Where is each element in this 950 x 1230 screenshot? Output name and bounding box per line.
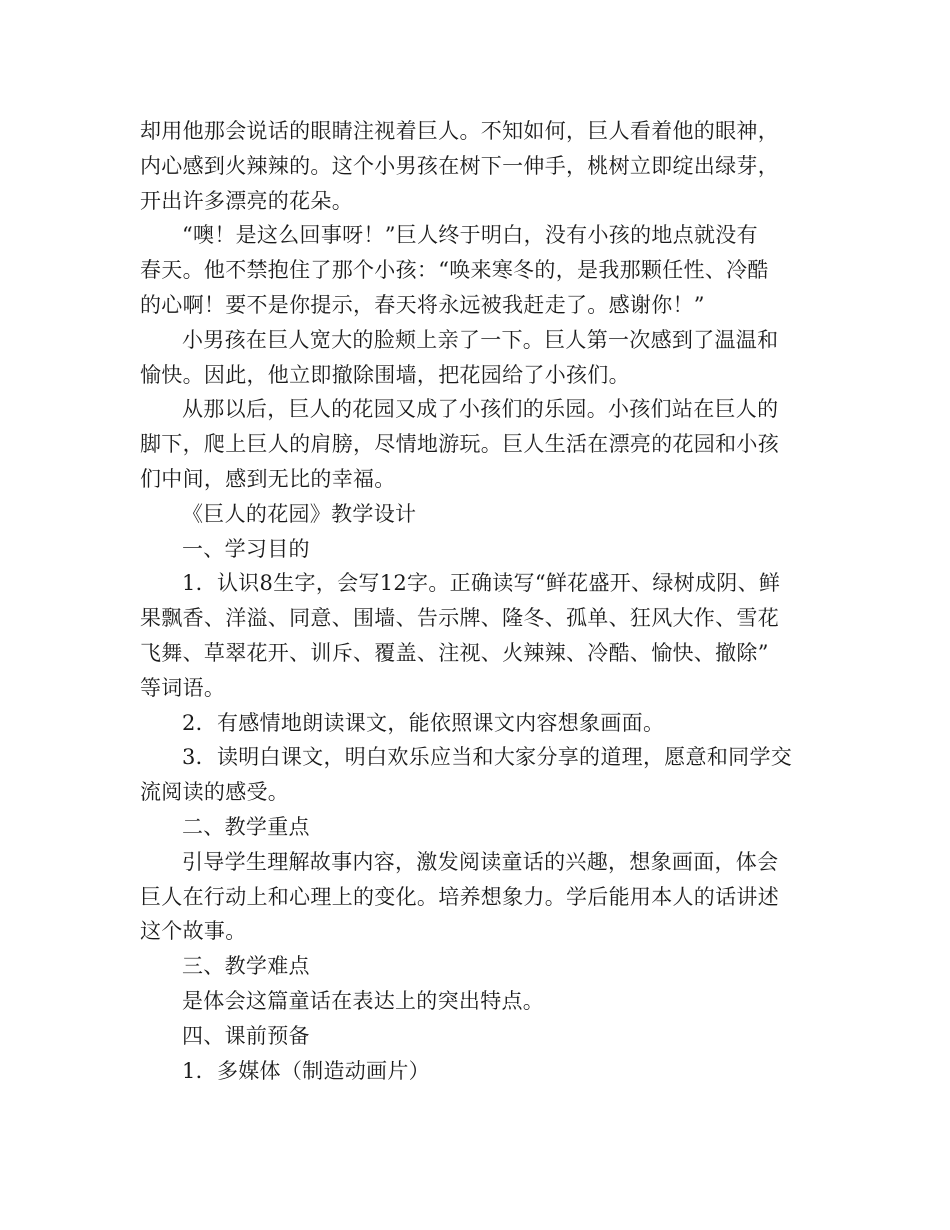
text-line: 飞舞、草翠花开、训斥、覆盖、注视、火辣辣、冷酷、愉快、撤除” [140,640,769,665]
text-line: 2．有感情地朗读课文，能依照课文内容想象画面。 [182,710,665,735]
text-line: 们中间，感到无比的幸福。 [140,466,396,491]
document-body [140,114,815,1088]
paragraph [140,218,815,322]
text-line: 内心感到火辣辣的。这个小男孩在树下一伸手，桃树立即绽出绿芽， [140,153,779,178]
text-line: 四、课前预备 [182,1023,310,1048]
text-line: 二、教学重点 [182,814,310,839]
text-line: 春天。他不禁抱住了那个小孩：“唤来寒冬的，是我那颗任性、冷酷 [140,258,769,283]
paragraph [140,845,815,949]
paragraph [140,497,815,532]
paragraph [140,1019,815,1054]
text-line: 三、教学难点 [182,954,310,979]
text-line: 开出许多漂亮的花朵。 [140,188,353,213]
paragraph [140,323,815,393]
text-line: 是体会这篇童话在表达上的突出特点。 [182,988,545,1013]
text-line: 愉快。因此，他立即撤除围墙，把花园给了小孩们。 [140,362,630,387]
text-line: 等词语。 [140,675,226,700]
paragraph [140,114,815,218]
paragraph [140,949,815,984]
text-line: 脚下，爬上巨人的肩膀，尽情地游玩。巨人生活在漂亮的花园和小孩 [140,432,779,457]
paragraph [140,740,815,810]
paragraph [140,810,815,845]
paragraph [140,392,815,496]
text-line: 1．多媒体（制造动画片） [182,1058,430,1083]
paragraph [140,532,815,567]
text-line: 3．读明白课文，明白欢乐应当和大家分享的道理，愿意和同学交 [182,745,793,770]
text-line: 小男孩在巨人宽大的脸颊上亲了一下。巨人第一次感到了温温和 [182,327,779,352]
text-line: 巨人在行动上和心理上的变化。培养想象力。学后能用本人的话讲述 [140,884,779,909]
text-line: 《巨人的花园》教学设计 [182,501,417,526]
text-line: 这个故事。 [140,919,247,944]
text-line: 从那以后，巨人的花园又成了小孩们的乐园。小孩们站在巨人的 [182,397,779,422]
text-line: 的心啊！要不是你提示，春天将永远被我赶走了。感谢你！” [140,292,705,317]
paragraph [140,706,815,741]
text-line: 一、学习目的 [182,536,310,561]
text-line: 引导学生理解故事内容，激发阅读童话的兴趣，想象画面，体会 [182,849,779,874]
paragraph [140,566,815,705]
paragraph [140,984,815,1019]
text-line: 果飘香、洋溢、同意、围墙、告示牌、隆冬、孤单、狂风大作、雪花 [140,606,779,631]
text-line: 1．认识8生字，会写12字。正确读写“鲜花盛开、绿树成阴、鲜 [182,571,781,596]
text-line: 流阅读的感受。 [140,780,290,805]
text-line: 却用他那会说话的眼睛注视着巨人。不知如何，巨人看着他的眼神， [140,119,779,143]
paragraph [140,1054,815,1089]
text-line: “噢！是这么回事呀！”巨人终于明白，没有小孩的地点就没有 [182,223,758,248]
